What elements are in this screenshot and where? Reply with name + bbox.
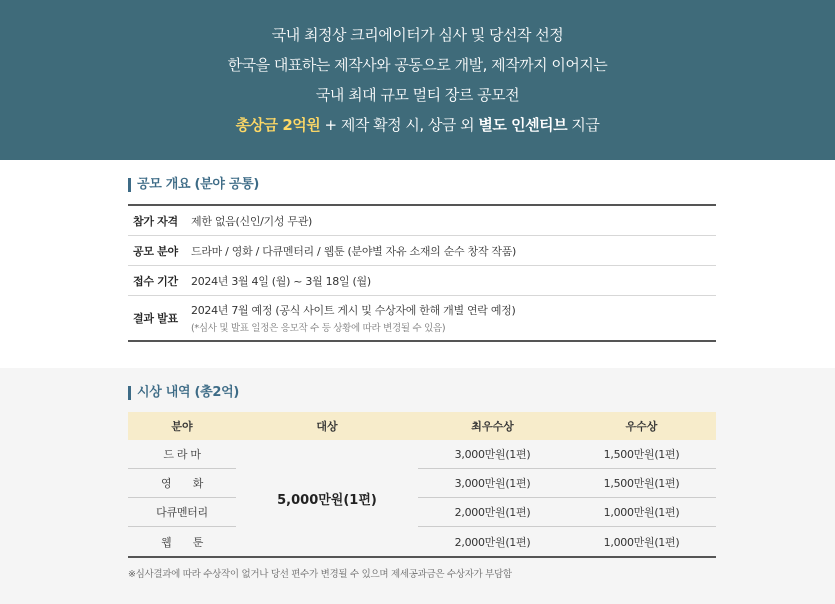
hero-line-4-mid: + 제작 확정 시, 상금 외 (320, 116, 479, 134)
row-key: 참가 자격 (133, 214, 178, 228)
category-cell: 다큐멘터리 (128, 498, 236, 527)
prizes-section (0, 368, 835, 604)
merit-column (567, 440, 716, 556)
row-value: 2024년 3월 4일 (월) ~ 3월 18일 (월) (191, 274, 371, 288)
row-value-wrap (191, 302, 716, 334)
merit-cell: 1,000만원(1편) (567, 498, 716, 527)
row-value: 2024년 7월 예정 (공식 사이트 게시 및 수상자에 한해 개별 연락 예정) (191, 304, 516, 317)
row-value: 제한 없음(신인/기성 무관) (191, 214, 313, 228)
schedule-note: (*심사 및 발표 일정은 응모작 수 등 상황에 따라 변경될 수 있음) (191, 323, 446, 334)
overview-section (0, 160, 835, 368)
excellence-cell: 3,000만원(1편) (418, 440, 567, 469)
prizes-table-header (128, 412, 716, 440)
hero-line-3: 국내 최대 규모 멀티 장르 공모전 (315, 86, 520, 104)
category-cell: 영 화 (128, 469, 236, 498)
row-value: 드라마 / 영화 / 다큐멘터리 / 웹툰 (분야별 자유 소재의 순수 창작 작품) (191, 244, 517, 258)
header-excellence: 최우수상 (471, 420, 514, 433)
prizes-title: 시상 내역 (총2억) (128, 386, 716, 400)
hero-line-4 (236, 110, 600, 140)
category-column (128, 440, 236, 556)
category-cell: 드 라 마 (128, 440, 236, 469)
category-cell: 웹 툰 (160, 535, 204, 549)
excellence-column (418, 440, 567, 556)
prizes-table (128, 412, 716, 558)
hero-line-2: 한국을 대표하는 제작사와 공동으로 개발, 제작까지 이어지는 (227, 56, 608, 74)
hero-banner (0, 0, 835, 160)
header-category: 분야 (171, 420, 193, 433)
row-key: 접수 기간 (133, 274, 178, 288)
total-prize-highlight: 총상금 2억원 (235, 116, 321, 134)
table-row (128, 236, 716, 266)
excellence-cell: 2,000만원(1편) (418, 498, 567, 527)
overview-table (128, 204, 716, 342)
incentive-highlight: 별도 인센티브 (478, 116, 568, 134)
row-key: 결과 발표 (133, 312, 178, 325)
grand-prize-cell: 5,000만원(1편) (277, 492, 377, 508)
merit-cell: 1,500만원(1편) (567, 469, 716, 498)
prizes-footnote: ※심사결과에 따라 수상작이 없거나 당선 편수가 변경될 수 있으며 제세공과금은 수상자가 부담함 (128, 569, 512, 580)
overview-title: 공모 개요 (분야 공통) (128, 178, 716, 192)
row-key: 공모 분야 (133, 244, 178, 258)
table-row (128, 296, 716, 340)
header-merit: 우수상 (625, 420, 658, 433)
table-row (128, 266, 716, 296)
hero-line-4-end: 지급 (567, 116, 600, 134)
prizes-table-body (128, 440, 716, 556)
merit-cell: 1,000만원(1편) (603, 535, 680, 549)
excellence-cell: 3,000만원(1편) (418, 469, 567, 498)
table-row (128, 206, 716, 236)
excellence-cell: 2,000만원(1편) (454, 535, 531, 549)
header-grand-prize: 대상 (316, 420, 338, 433)
merit-cell: 1,500만원(1편) (567, 440, 716, 469)
hero-line-1: 국내 최정상 크리에이터가 심사 및 당선작 선정 (271, 26, 564, 44)
